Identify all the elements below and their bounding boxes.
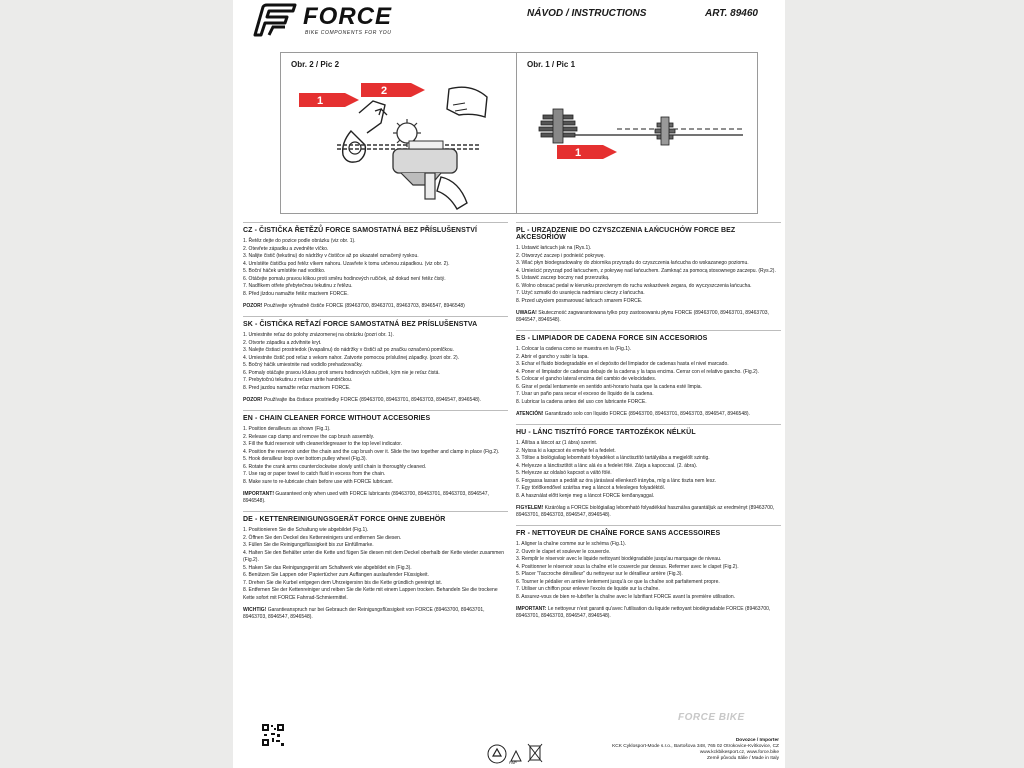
step-item: 2. Release cap clamp and remove the cap brush assembly. [243,433,375,440]
steps-list [516,440,781,500]
step-item: 1. Colocar la cadena como se muestra en la (Fig.1). [516,346,632,352]
step-item: 4. Poner el limpiador de cadenas debajo de la cadena y la tapa encima. Cerrar con el relativo gancho. (Fig.2). [516,368,759,375]
steps-list [516,245,781,305]
section-title: DE - KETTENREINIGUNGSGERÄT FORCE OHNE ZUBEHÖR [243,516,446,523]
language-section [516,222,781,324]
step-item: 1. Ustawić łańcuch jak na (Rys.1). [516,245,592,251]
section-title: ES - LIMPIADOR DE CADENA FORCE SIN ACCESORIOS [516,335,708,342]
step-item: 4. Position the reservoir under the chain and the cap brush over it. Slide the two together and clamp in place (Fig.2). [243,448,500,455]
section-divider [516,424,781,425]
step-item: 7. Użyć szmatki do usunięcia nadmiaru cieczy z łańcucha. [516,290,645,296]
step-item: 8. Make sure to re-lubricate chain before use with FORCE lubricant. [243,478,394,485]
pic2-marker-2: 2 [381,85,388,97]
pic1-marker-1: 1 [575,147,582,159]
step-item: 4. Helyezze a lánctisztítót a lánc alá és a fedelet fölé. Zárja a kapoccsal. (2. ábra). [516,462,698,469]
step-item: 5. Placer "l'accroche dérailleur" du nettoyeur sur le dérailleur arrière (Fig.3). [516,571,683,577]
step-item: 8. Před jízdou namažte řetěz mazivem FORCE. [243,290,349,297]
language-section [243,222,508,310]
steps-list [243,238,508,298]
step-item: 6. Pomaly otáčajte pravou kľukou proti smeru hodinových ručičiek, kým nie je reťaz čistá. [243,369,440,376]
note-text: Používajte iba čistiace prostriedky FORCE (89463700, 89463701, 89463703, 8946547, 8946548). [263,397,481,403]
section-title: SK - ČISTIČKA REŤAZÍ FORCE SAMOSTATNÁ BEZ PRÍSLUŠENSTVA [243,321,478,328]
step-item: 6. Benützen Sie Lappen oder Papiertücher zum Auffangen auslaufender Flüssigkeit. [243,572,429,578]
crossed-bin-icon [527,742,543,764]
note-label: IMPORTANT! [243,491,275,497]
country-of-origin: Země původu Itálie / Made in Italy [707,756,779,761]
chain-alignment-illustration [517,53,757,213]
step-item: 6. Otáčejte pomalu pravou klikou proti směru hodinových ručiček, až dokud není řetěz čistý. [243,275,446,282]
figure-pic1 [516,52,758,214]
article-number: ART. 89460 [705,8,758,19]
note-label: POZOR! [243,303,263,309]
section-title: PL - URZĄDZENIE DO CZYSZCZENIA ŁAŃCUCHÓW FORCE BEZ AKCESORIÓW [516,227,736,241]
step-item: 7. Prebytočnú tekutinu z reťaze utrite handričkou. [243,377,353,383]
step-item: 3. Nalejte čistiaci prostriedok (kvapalinu) do nádržky v čističi až po značku označenú pomlčkou. [243,347,454,353]
step-item: 1. Positionieren Sie die Schaltung wie abgebildet (Fig.1). [243,527,369,533]
pic2-marker-1: 1 [317,95,324,107]
step-item: 3. Fill the fluid reservoir with cleaner/degreaser to the top level indicator. [243,441,402,447]
warranty-note [243,607,508,621]
importer-address: KCK Cyklosport-Mode s.r.o., Bartošova 348, 765 02 Otrokovice-Kvítkovice, CZ [612,744,779,749]
step-item: 2. Öffnen Sie den Deckel des Kettenreinigers und entfernen Sie diesen. [243,534,402,541]
step-item: 2. Otevřete západku a zvedněte víčko. [243,245,329,252]
figure-pic2 [280,52,522,214]
step-item: 3. Töltse a biológiailag lebomható folyadékot a lánctisztító tartályába a megjelölt szintig. [516,455,710,461]
note-label: IMPORTANT: [516,606,547,612]
section-divider [243,222,508,223]
step-item: 1. Állítsa a láncot az (1 ábra) szerint. [516,440,598,446]
step-item: 7. Drehen Sie die Kurbel entgegen dem Uhrzeigersinn bis die Kette gründlich gereinigt ist. [243,579,443,586]
note-text: Používejte výhradně čističe FORCE (89463700, 89463701, 89463703, 8946547, 8946548) [263,303,465,309]
step-item: 4. Halten Sie den Behälter unter die Kette und fügen Sie diesen mit dem Deckel oberhalb der Kette wieder zusammen (Fig.2). [243,549,504,563]
steps-list [243,332,508,392]
step-item: 5. Hook derailleur loop over bottom pulley wheel (Fig.3). [243,456,367,462]
step-item: 2. Abrir el gancho y subir la tapa. [516,353,589,360]
language-section [516,424,781,519]
step-item: 7. Egy törlőkendővel szárítsa meg a láncot a felesleges folyadéktól. [516,485,665,491]
step-item: 6. Tourner le pédalier en arrière lentement jusqu'à ce que la chaîne soit parfaitement propre. [516,578,720,585]
language-section [243,511,508,621]
steps-list [243,527,508,602]
chain-cleaner-illustration [281,53,521,213]
step-item: 1. Řetěz dejte do pozice podle obrázku (viz obr. 1). [243,238,356,244]
step-item: 7. Use rag or paper towel to catch fluid in excess from the chain. [243,471,386,477]
section-divider [516,525,781,526]
step-item: 6. Forgassa lassan a pedált az óra járásával ellenkező irányba, míg a lánc tiszta nem lesz. [516,477,717,484]
step-item: 1. Position derailleurs as shown (Fig.1). [243,426,331,432]
language-section [243,410,508,505]
warranty-note [243,397,508,404]
document-title: NÁVOD / INSTRUCTIONS [527,8,647,19]
step-item: 2. Ouvrir le clapet et soulever le couvercle. [516,548,611,555]
importer-label: Dovozce / Importer [735,738,779,743]
step-item: 4. Positionner le réservoir sous la chaîne et le couvercle par dessus. Refermer avec le clapet (Fig.2). [516,563,739,570]
note-label: FIGYELEM! [516,505,544,511]
section-title: HU - LÁNC TISZTÍTÓ FORCE TARTOZÉKOK NÉLKÜL [516,429,696,436]
steps-list [516,346,781,406]
warranty-note [516,310,781,324]
step-item: 4. Umieścić przyrząd pod łańcuchem, z pokrywę nad łańcuchem. Zamknąć za pomocą stosownego zaczepu. (Rys.2). [516,267,776,274]
step-item: 1. Umiestnite reťaz do polohy znázornenej na obrázku (pozri obr. 1). [243,332,394,338]
step-item: 3. Remplir le réservoir avec le liquide nettoyant biodégradable jusqu'au marquage de niveau. [516,556,722,562]
language-section [516,525,781,620]
section-divider [243,511,508,512]
section-title: EN - CHAIN CLEANER FORCE WITHOUT ACCESORIES [243,415,431,422]
step-item: 7. Nadřikem otřete přebytečnou tekutinu z řetězu. [243,283,353,289]
step-item: 5. Boční háček umístěte nad vodítko. [243,268,326,274]
note-text: Garantizado solo con líquido FORCE (89463700, 89463701, 89463703, 8946547, 8946548). [544,411,750,417]
step-item: 4. Umiestnite čistič pod reťaz s vekom nahor. Zatvorte pomocou príslušnej západky. (pozri obr. 2). [243,354,460,361]
step-item: 6. Girar el pedal lentamente en sentido anti-horario hasta que la cadena esté limpia. [516,383,702,390]
step-item: 5. Bočný háčik umiestnite nad vodidlo prehadzovačky. [243,362,363,368]
section-divider [243,316,508,317]
step-item: 1. Aligner la chaîne comme sur le schéma (Fig.1). [516,541,627,547]
note-label: ATENCIÓN! [516,411,544,417]
warranty-note [243,491,508,505]
warranty-note [516,505,781,519]
header [233,0,785,42]
step-item: 3. Nalijte čistič (tekutinu) do nádržky v čističce až po ukazatel označený ryskou. [243,253,419,259]
section-divider [516,222,781,223]
language-section [243,316,508,404]
note-label: WICHTIG! [243,607,267,613]
step-item: 2. Otvorte západku a zdvihnite kryt. [243,339,322,346]
steps-list [243,426,508,486]
section-divider [243,410,508,411]
step-item: 8. Przed użyciem posmarować łańcuch smarem FORCE. [516,297,643,304]
step-item: 3. Füllen Sie die Reinigungsflüssigkeit bis zur Einfüllmarke. [243,542,374,548]
warranty-note [516,411,781,418]
step-item: 5. Colocar el gancho lateral encima del cambio de velocidades. [516,376,657,382]
pap-label: PAP [509,760,517,765]
warranty-note [516,606,781,620]
note-text: Kizárólag a FORCE biológiailag lebomható folyadékkal használva garantáljuk az eredményt (89463700, 89463701, 89463703, 8946547, 8946548). [516,505,775,518]
steps-list [516,541,781,601]
step-item: 6. Rotate the crank arms counterclockwise slowly until chain is thoroughly cleaned. [243,463,427,470]
force-logo-icon [249,3,297,37]
warranty-note [243,303,508,310]
step-item: 4. Umístěte čističku pod řetěz víkem nahoru. Uzavřete k tomu určenou západkou. (viz obr. 2). [243,260,450,267]
step-item: 8. Assurez-vous de bien re-lubrifier la chaîne avec le lubrifiant FORCE avant la première utilisation. [516,593,735,600]
step-item: 3. Wlać płyn biodegradowalny do zbiornika przyrządu do czyszczenia łańcucha do wskazanego poziomu. [516,260,749,266]
brand-name: FORCE [303,3,392,30]
language-section [516,330,781,418]
step-item: 3. Echar el fluido biodegradable en el depósito del limpiador de cadenas hasta el nivel marcado. [516,361,729,367]
note-text: Le nettoyeur n'est garanti qu'avec l'utilisation du liquide nettoyant biodégradable FORCE (89463700, 89463701, 89463703, 8946547, 8946548). [516,606,771,619]
note-text: Guaranteed only when used with FORCE lubricants (89463700, 89463701, 89463703, 8946547, 8946548). [243,491,489,504]
recycle-icon [487,744,507,764]
section-divider [516,330,781,331]
step-item: 6. Wolno obracać pedał w kierunku przeciwnym do ruchu wskazówek zegara, do wyczyszczenia łańcucha. [516,282,752,289]
brand-tagline: BIKE COMPONENTS FOR YOU [305,30,392,36]
note-text: Garantieanspruch nur bei Gebrauch der Reinigungsflüssigkeit von FORCE (89463700, 89463701, 89463703, 8946547, 8946548). [243,607,485,620]
step-item: 2. Otworzyć zaczep i podnieść pokrywę. [516,252,605,259]
footer-brand: FORCE BIKE [678,712,745,723]
importer-info [593,738,779,762]
step-item: 8. A használat előtt kenje meg a láncot FORCE kenőanyaggal. [516,492,655,499]
pic2-label: Obr. 2 / Pic 2 [291,60,340,69]
step-item: 5. Haken Sie das Reinigungsgerät am Schaltwerk wie abgebildet ein (Fig.3). [243,564,412,571]
importer-web: www.kckbikesport.cz, www.force.bike [699,750,779,755]
step-item: 8. Lubricar la cadena antes del uso con lubricante FORCE. [516,398,647,405]
section-title: FR - NETTOYEUR DE CHAÎNE FORCE SANS ACCESSOIRES [516,530,721,537]
step-item: 8. Pred jazdou namažte reťaz mazivom FORCE. [243,384,351,391]
step-item: 7. Usar un paño para secar el exceso de líquido de la cadena. [516,391,654,397]
instruction-sheet [233,0,785,768]
step-item: 2. Nyissa ki a kapcsot és emelje fel a fedelet. [516,447,616,454]
note-label: POZOR! [243,397,263,403]
note-text: Skuteczność zagwarantowana tylko przy zastosowaniu płynu FORCE (89463700, 89463701, 89463703, 8946547, 8946548). [516,310,769,323]
step-item: 7. Utiliser un chiffon pour enlever l'excès de liquide sur la chaîne. [516,586,660,592]
section-title: CZ - ČISTIČKA ŘETĚZŮ FORCE SAMOSTATNÁ BEZ PŘÍSLUŠENSTVÍ [243,227,478,234]
note-label: UWAGA! [516,310,537,316]
instructions-right-column [516,222,781,626]
qr-code-icon [262,724,284,746]
step-item: 5. Helyezze az oldalsó kapcsot a váltó fölé. [516,470,612,476]
instructions-left-column [243,222,508,627]
step-item: 5. Ustawić zaczep boczny nad przerzutką. [516,275,610,281]
step-item: 8. Entfernen Sie der Kettenreiniger und reiben Sie die Kette mit einem Lappen trocken. Behandeln Sie die trockene Kette sofort mit FORCE Fahrrad-Schmiermittel. [243,587,498,601]
pic1-label: Obr. 1 / Pic 1 [527,60,576,69]
